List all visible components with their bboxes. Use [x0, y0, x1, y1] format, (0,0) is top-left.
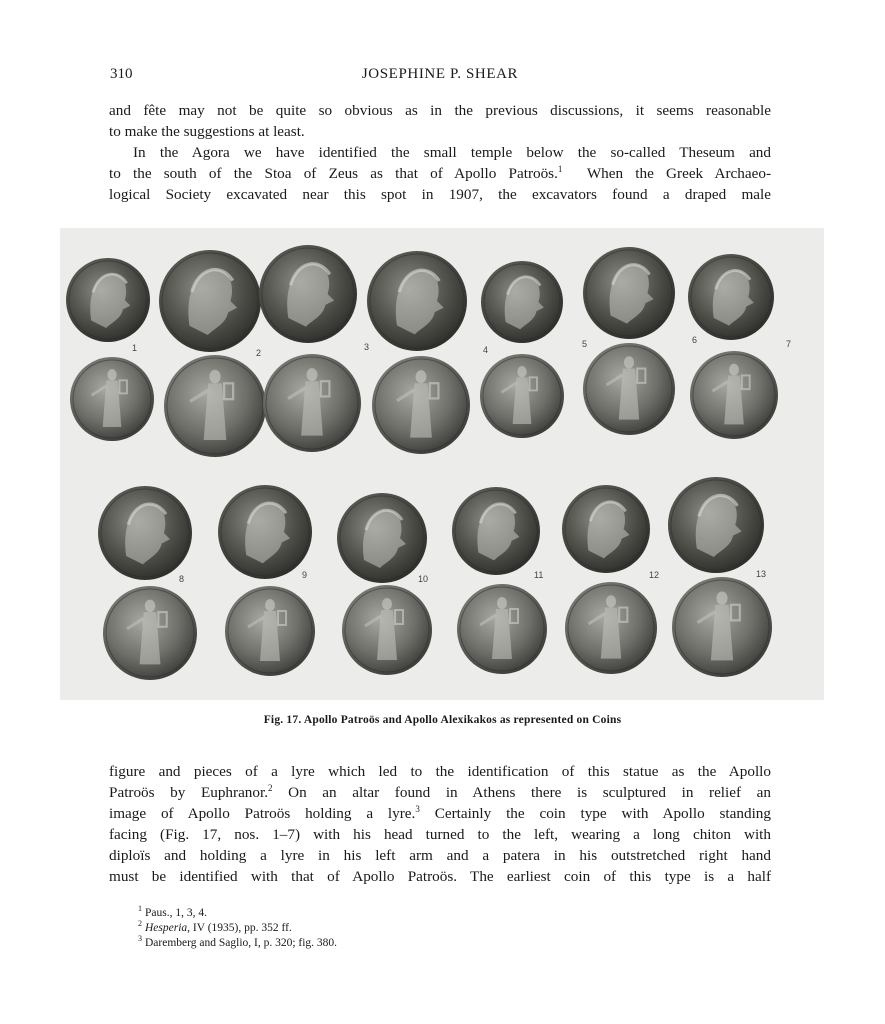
running-head: [110, 66, 770, 86]
coin-reverse-2: [164, 355, 266, 457]
footnote-ref: 1: [557, 163, 563, 174]
footnote-ref: 2: [268, 782, 273, 793]
text-line: [109, 163, 771, 184]
footnote-mark: 1: [138, 904, 142, 914]
coin-reverse-4: [372, 356, 470, 454]
coin-obverse-5: [481, 261, 563, 343]
coin-reverse-4: [457, 584, 547, 674]
coin-number-label: 6: [692, 335, 698, 345]
coin-number-label: 9: [302, 570, 308, 580]
text-fragment: to the south of the Stoa of Zeus as that of Apollo Patroös.: [109, 165, 558, 182]
coin-reverse-5: [565, 582, 657, 674]
text-fragment: When the Greek Archaeo-: [586, 165, 772, 182]
footnotes: [138, 906, 337, 951]
coin-reverse-6: [583, 343, 675, 435]
coin-plate-image: [60, 228, 824, 700]
text-line: figure and pieces of a lyre which led to the identification of this statue as the Apollo: [109, 763, 771, 780]
coin-number-label: 4: [483, 345, 489, 355]
text-fragment: Certainly the coin type with Apollo standing: [419, 805, 771, 822]
text-fragment: On an altar found in Athens there is sculptured in relief an: [272, 784, 771, 801]
text-line: logical Society excavated near this spot in 1907, the excavators found a draped male: [109, 186, 771, 203]
coin-number-label: 2: [256, 348, 262, 358]
text-line: In the Agora we have identified the small temple below the so-called Theseum and: [133, 144, 771, 161]
coin-reverse-7: [690, 351, 778, 439]
page-number: 310: [110, 66, 133, 82]
text-fragment: image of Apollo Patroös holding a lyre.: [109, 805, 416, 822]
paragraph-top: [109, 100, 771, 205]
coin-number-label: 8: [179, 574, 185, 584]
coin-obverse-1: [98, 486, 192, 580]
footnote-mark: 2: [138, 919, 142, 929]
coin-number-label: 11: [534, 570, 544, 580]
footnote: [138, 921, 337, 936]
coin-reverse-5: [480, 354, 564, 438]
coin-obverse-4: [452, 487, 540, 575]
text-line: must be identified with that of Apollo Patroös. The earliest coin of this type is a half: [109, 868, 771, 885]
text-line: [109, 803, 771, 824]
coin-number-label: 3: [364, 342, 370, 352]
text-line: [109, 782, 771, 803]
coin-reverse-3: [342, 585, 432, 675]
figure-caption: Fig. 17. Apollo Patroös and Apollo Alexikakos as represented on Coins: [263, 714, 622, 726]
coin-obverse-1: [66, 258, 150, 342]
coin-obverse-7: [688, 254, 774, 340]
coin-obverse-5: [562, 485, 650, 573]
coin-obverse-3: [337, 493, 427, 583]
text-line: and fête may not be quite so obvious as in the previous discussions, it seems reasonable: [109, 102, 771, 119]
coin-obverse-6: [583, 247, 675, 339]
coin-number-label: 10: [418, 574, 429, 584]
footnote-text: , IV (1935), pp. 352 ff.: [187, 922, 292, 934]
footnote-ref: 3: [415, 803, 420, 814]
coin-obverse-2: [218, 485, 312, 579]
coin-obverse-4: [367, 251, 467, 351]
footnote-text: Paus., 1, 3, 4.: [145, 907, 207, 919]
coin-obverse-2: [159, 250, 261, 352]
coin-number-label: 12: [649, 570, 660, 580]
text-line: diploïs and holding a lyre in his left arm and a patera in his outstretched right hand: [109, 847, 771, 864]
text-line: facing (Fig. 17, nos. 1–7) with his head turned to the left, wearing a long chiton with: [109, 826, 771, 843]
text-fragment: Patroös by Euphranor.: [109, 784, 269, 801]
coin-number-label: 7: [786, 339, 792, 349]
coin-reverse-3: [263, 354, 361, 452]
footnote: [138, 936, 337, 951]
footnote-mark: 3: [138, 934, 142, 944]
footnote-text: Daremberg and Saglio, I, p. 320; fig. 380.: [145, 937, 338, 949]
text-line: to make the suggestions at least.: [109, 123, 305, 140]
coin-number-label: 5: [582, 339, 588, 349]
footnote: [138, 906, 337, 921]
coin-obverse-6: [668, 477, 764, 573]
paragraph-bottom: [109, 761, 771, 887]
footnote-journal-title: Hesperia: [145, 922, 188, 934]
coin-reverse-2: [225, 586, 315, 676]
coin-obverse-3: [259, 245, 357, 343]
running-head-author: JOSEPHINE P. SHEAR: [361, 66, 519, 82]
coin-reverse-1: [70, 357, 154, 441]
coin-reverse-1: [103, 586, 197, 680]
coin-number-label: 13: [756, 569, 767, 579]
coin-number-label: 1: [132, 343, 138, 353]
coin-reverse-6: [672, 577, 772, 677]
coin-plate-figure: [60, 228, 824, 700]
